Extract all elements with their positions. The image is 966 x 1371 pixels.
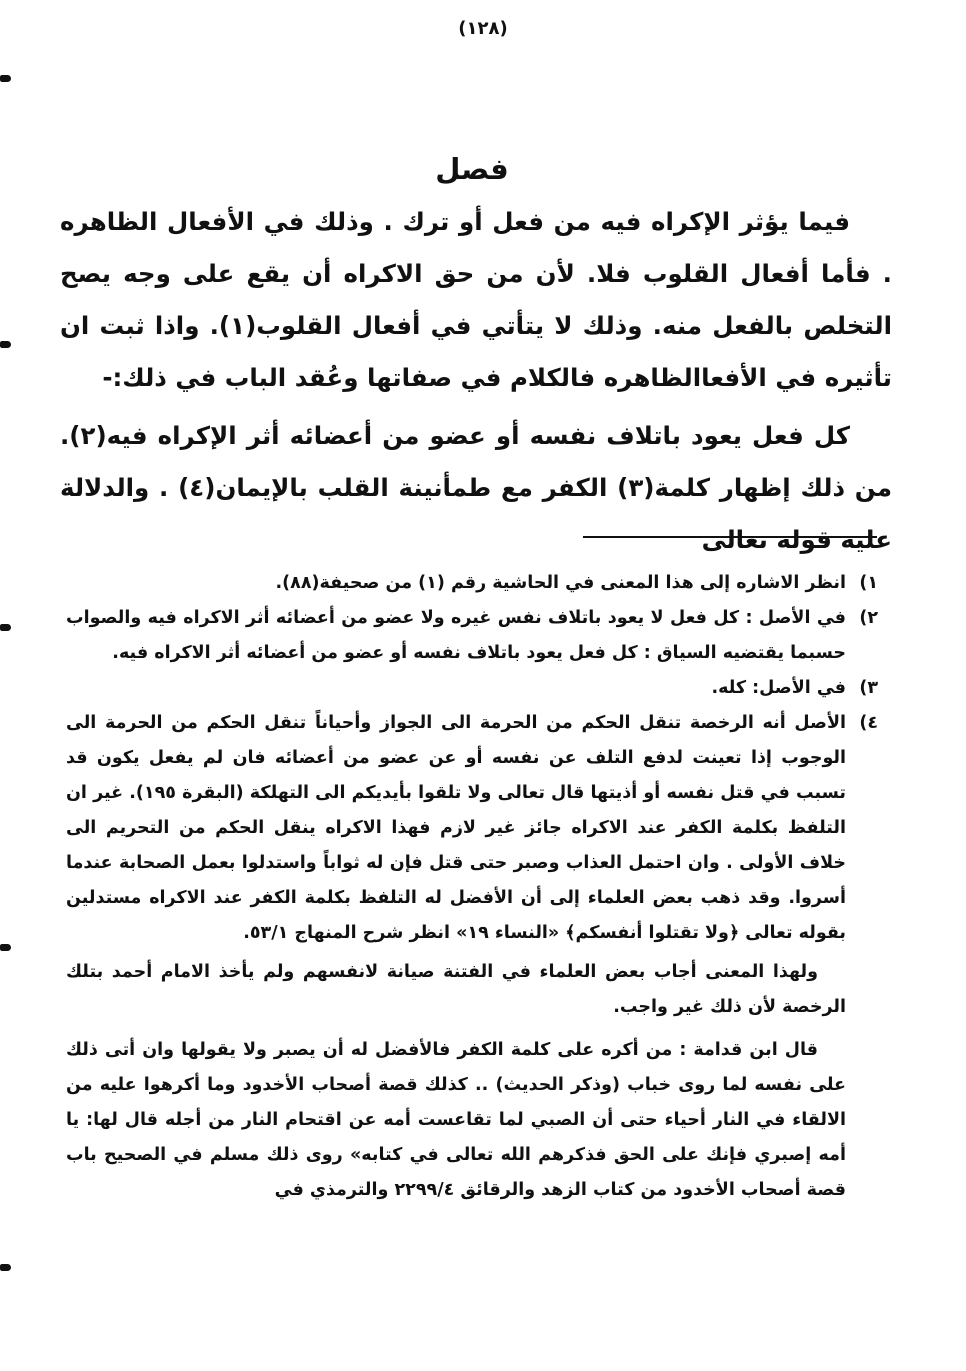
footnote-number: ٤) <box>859 713 878 733</box>
footnote-text: في الأصل : كل فعل لا يعود باتلاف نفس غيره ولا عضو من أعضائه أثر الاكراه فيه والصواب حسبما يقتضيه السياق : كل فعل يعود باتلاف نفسه أو عضو من أعضائه أثر الاكراه فيه. <box>66 608 846 663</box>
footnote-2 <box>66 601 878 671</box>
footnote-4 <box>66 706 878 951</box>
footnote-separator <box>583 536 877 538</box>
footnote-number: ١) <box>859 573 878 593</box>
section-title: فصل <box>435 152 509 186</box>
scan-edge-mark <box>0 1264 11 1271</box>
footnote-1 <box>66 566 878 601</box>
footnote-continuation-1: ولهذا المعنى أجاب بعض العلماء في الفتنة صيانة لانفسهم ولم يأخذ الامام أحمد بتلك الرخصة لأن ذلك غير واجب. <box>66 962 846 1017</box>
footnote-text: انظر الاشاره إلى هذا المعنى في الحاشية رقم (١) من صحيفة(٨٨). <box>275 573 846 593</box>
scan-edge-mark <box>0 75 11 82</box>
footnote-text: الأصل أنه الرخصة تنقل الحكم من الحرمة الى الجواز وأحياناً تنقل الحكم من الحرمة الى الوجوب إذا تعينت لدفع التلف عن نفسه أو عن عضو من أعضائه فان لم يفعل يكون قد تسبب في قتل نفسه أو أذيتها قال تعالى ولا تلقوا بأيديكم الى التهلكة (البقرة ١٩٥). غير ان التلفظ بكلمة الكفر عند الاكراه جائز غير لازم فهذا الاكراه ينقل الحكم من التحريم الى خلاف الأولى . وان احتمل العذاب وصبر حتى قتل فإن له ثواباً واستدلوا بعمل الصحابة عندما أسروا. وقد ذهب بعض العلماء إلى أن الأفضل له التلفظ بكلمة الكفر عند الاكراه مستدلين بقوله تعالى ﴿ولا تقتلوا أنفسكم﴾ «النساء ١٩» انظر شرح المنهاج ٥٣/١. <box>66 713 846 943</box>
scan-edge-mark <box>0 944 11 951</box>
footnote-number: ٣) <box>859 678 878 698</box>
footnotes <box>66 566 878 1208</box>
footnote-continuation-2: قال ابن قدامة : من أكره على كلمة الكفر فالأفضل له أن يصبر ولا يقولها وان أتى ذلك على نفسه لما روى خباب (وذكر الحديث) .. كذلك قصة أصحاب الأخدود وما أكرهوا عليه من الالقاء في النار أحياء حتى أن الصبي لما تقاعست أمه عن اقتحام النار من أجله قال لها: يا أمه إصبري فإنك على الحق فذكرهم الله تعالى في كتابه» روى ذلك مسلم في الصحيح باب قصة أصحاب الأخدود من كتاب الزهد والرقائق ٢٢٩٩/٤ والترمذي في <box>66 1040 846 1200</box>
body-paragraph-2: كل فعل يعود باتلاف نفسه أو عضو من أعضائه أثر الإكراه فيه(٢). من ذلك إظهار كلمة(٣) الكفر مع طمأنينة القلب بالإيمان(٤) . والدلالة عليه قوله تعالى <box>60 421 892 554</box>
body-paragraph-1: فيما يؤثر الإكراه فيه من فعل أو ترك . وذلك في الأفعال الظاهره . فأما أفعال القلوب فلا. لأن من حق الاكراه أن يقع على وجه يصح التخلص بالفعل منه. وذلك لا يتأتي في أفعال القلوب(١). واذا ثبت ان تأثيره في الأفعاالظاهره فالكلام في صفاتها وعُقد الباب في ذلك:- <box>60 207 893 392</box>
body-text <box>60 196 892 566</box>
scan-edge-mark <box>0 624 11 631</box>
footnote-3 <box>66 671 878 706</box>
page-number: (١٢٨) <box>458 18 508 39</box>
scan-edge-mark <box>0 341 11 348</box>
footnote-number: ٢) <box>859 608 878 628</box>
footnote-text: في الأصل: كله. <box>711 678 846 698</box>
